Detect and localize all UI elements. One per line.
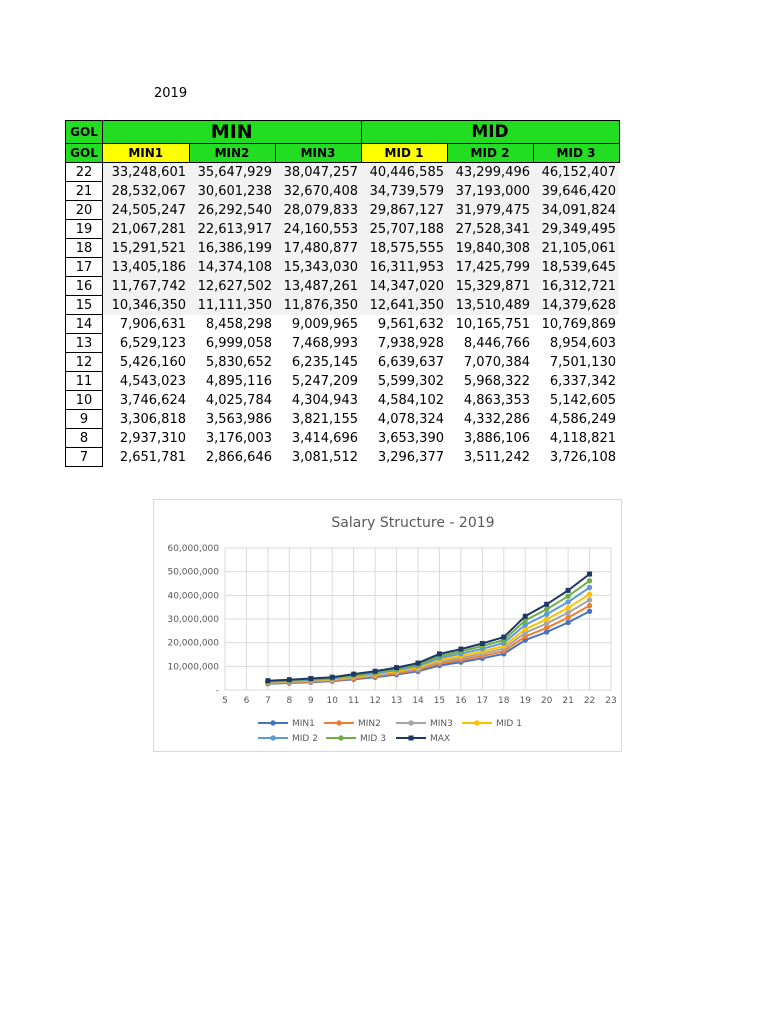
column-header-gol: GOL [66,144,103,163]
salary-cell: 12,641,350 [361,296,447,315]
salary-cell: 3,886,106 [463,430,530,446]
y-tick-label: 50,000,000 [167,567,219,578]
table-row [66,353,620,372]
salary-cell: 5,142,605 [549,392,616,408]
salary-cell: 4,863,353 [463,392,530,408]
salary-table-body [66,121,620,467]
year-label: 2019 [154,86,188,101]
x-tick-label: 11 [347,696,360,706]
salary-cell: 29,349,495 [533,220,619,239]
series-point [565,599,570,604]
column-header-min2: MIN2 [189,144,275,163]
column-header-mid3: MID 3 [533,144,619,163]
series-point [566,588,571,593]
y-tick-label: 20,000,000 [167,638,219,649]
salary-cell: 15,329,871 [447,277,533,296]
salary-cell: 14,347,020 [361,277,447,296]
salary-cell: 4,895,116 [205,373,272,389]
salary-cell: 30,601,238 [189,182,275,201]
gol-cell: 16 [66,277,103,296]
gol-cell: 18 [66,239,103,258]
legend-label: MIN3 [430,719,453,729]
salary-cell: 7,938,928 [377,335,444,351]
x-tick-label: 5 [222,696,228,706]
table-row [66,448,620,467]
table-row [66,201,620,220]
x-tick-label: 22 [583,696,596,706]
salary-cell: 7,501,130 [549,354,616,370]
salary-cell: 2,937,310 [119,430,186,446]
salary-cell: 3,176,003 [205,430,272,446]
gol-cell: 13 [66,334,103,353]
series-point [587,597,592,602]
salary-cell: 6,529,123 [119,335,186,351]
salary-cell: 12,627,502 [189,277,275,296]
salary-cell: 5,968,322 [463,373,530,389]
series-point [523,614,528,619]
salary-cell: 16,311,953 [361,258,447,277]
salary-cell: 39,646,420 [533,182,619,201]
series-point [587,572,592,577]
y-tick-label: 30,000,000 [167,615,219,625]
x-tick-label: 17 [476,696,489,706]
table-column-header-row [66,144,620,163]
series-point [544,607,549,612]
salary-cell: 27,528,341 [447,220,533,239]
salary-cell: 4,332,286 [463,411,530,427]
salary-cell: 29,867,127 [361,201,447,220]
salary-cell: 22,613,917 [189,220,275,239]
salary-cell: 3,821,155 [291,411,358,427]
x-tick-label: 21 [562,696,574,706]
x-tick-label: 10 [326,696,338,706]
salary-cell: 43,299,496 [447,163,533,182]
salary-cell: 6,639,637 [377,354,444,370]
x-tick-label: 18 [498,696,510,706]
x-tick-label: 8 [286,696,293,706]
table-row [66,182,620,201]
salary-cell: 38,047,257 [275,163,361,182]
series-point [565,593,570,598]
x-tick-label: 9 [307,696,314,706]
salary-cell: 10,769,869 [541,316,616,332]
salary-cell: 3,726,108 [549,449,616,465]
salary-cell: 31,979,475 [447,201,533,220]
salary-cell: 5,426,160 [119,354,186,370]
table-row [66,277,620,296]
salary-cell: 9,009,965 [291,316,358,332]
gol-cell: 7 [66,448,103,467]
series-point [587,578,592,583]
series-point [565,620,570,625]
series-point [330,675,335,680]
table-row [66,239,620,258]
salary-cell: 24,160,553 [275,220,361,239]
salary-cell: 16,386,199 [189,239,275,258]
gol-cell: 17 [66,258,103,277]
table-row [66,296,620,315]
salary-cell: 24,505,247 [103,201,190,220]
salary-cell: 10,165,751 [455,316,530,332]
series-point [416,661,421,666]
column-header-mid2: MID 2 [447,144,533,163]
series-point [394,665,399,670]
salary-cell: 6,337,342 [549,373,616,389]
salary-cell: 19,840,308 [447,239,533,258]
table-row [66,258,620,277]
salary-cell: 3,081,512 [291,449,358,465]
salary-cell: 14,379,628 [533,296,619,315]
gol-header: GOL [66,121,103,144]
salary-cell: 8,446,766 [463,335,530,351]
salary-chart [153,499,622,752]
table-row [66,163,620,182]
legend-marker [474,720,479,725]
series-point [480,641,485,646]
salary-chart-svg [154,500,621,751]
legend-marker [336,720,341,725]
legend-label: MIN1 [292,719,315,729]
salary-cell: 8,458,298 [205,316,272,332]
salary-cell: 35,647,929 [189,163,275,182]
salary-cell: 3,746,624 [119,392,186,408]
x-tick-label: 15 [433,696,446,706]
salary-cell: 13,510,489 [447,296,533,315]
salary-cell: 13,487,261 [275,277,361,296]
legend-label: MID 2 [292,734,318,744]
salary-cell: 33,248,601 [103,163,190,182]
salary-cell: 4,304,943 [291,392,358,408]
salary-cell: 34,739,579 [361,182,447,201]
x-tick-label: 6 [243,696,250,706]
salary-cell: 11,767,742 [103,277,190,296]
series-point [373,669,378,674]
salary-cell: 18,539,645 [533,258,619,277]
salary-cell: 7,906,631 [119,316,186,332]
gol-cell: 9 [66,410,103,429]
salary-cell: 10,346,350 [103,296,190,315]
min-group-header: MIN [103,121,362,144]
series-point [265,678,270,683]
series-point [587,609,592,614]
salary-cell: 2,866,646 [205,449,272,465]
y-tick-label: 60,000,000 [167,544,219,554]
table-group-header-row [66,121,620,144]
series-point [565,610,570,615]
salary-cell: 17,425,799 [447,258,533,277]
series-point [544,602,549,607]
salary-cell: 34,091,824 [533,201,619,220]
salary-cell: 15,343,030 [275,258,361,277]
salary-cell: 4,118,821 [549,430,616,446]
series-point [587,592,592,597]
y-tick-label: 40,000,000 [167,591,219,602]
gol-cell: 14 [66,315,103,334]
x-tick-label: 23 [605,696,617,706]
salary-cell: 32,670,408 [275,182,361,201]
column-header-min3: MIN3 [275,144,361,163]
legend-label: MID 1 [496,719,522,729]
salary-cell: 25,707,188 [361,220,447,239]
salary-cell: 4,025,784 [205,392,272,408]
x-tick-label: 20 [540,696,553,706]
salary-cell: 15,291,521 [103,239,190,258]
legend-marker [409,736,414,741]
legend-marker [270,720,275,725]
salary-cell: 7,468,993 [291,335,358,351]
salary-cell: 4,586,249 [549,411,616,427]
salary-cell: 4,543,023 [119,373,186,389]
salary-cell: 3,296,377 [377,449,444,465]
series-point [565,615,570,620]
salary-cell: 28,079,833 [275,201,361,220]
y-tick-label: - [215,686,219,696]
salary-cell: 3,653,390 [377,430,444,446]
series-point [587,603,592,608]
salary-cell: 11,876,350 [275,296,361,315]
table-row [66,334,620,353]
salary-cell: 5,830,652 [205,354,272,370]
series-point [501,635,506,640]
gol-cell: 21 [66,182,103,201]
salary-cell: 18,575,555 [361,239,447,258]
salary-cell: 8,954,603 [549,335,616,351]
salary-cell: 5,247,209 [291,373,358,389]
legend-marker [408,720,413,725]
series-point [458,647,463,652]
series-point [351,672,356,677]
x-tick-label: 19 [519,696,531,706]
x-tick-label: 7 [265,696,271,706]
salary-cell: 17,480,877 [275,239,361,258]
salary-cell: 40,446,585 [361,163,447,182]
column-header-mid1: MID 1 [361,144,447,163]
salary-cell: 21,067,281 [103,220,190,239]
x-tick-label: 12 [369,696,381,706]
gol-cell: 10 [66,391,103,410]
table-row [66,410,620,429]
gol-cell: 15 [66,296,103,315]
x-tick-label: 16 [455,696,467,706]
x-tick-label: 14 [412,696,424,706]
salary-cell: 4,078,324 [377,411,444,427]
salary-cell: 28,532,067 [103,182,190,201]
column-header-min1: MIN1 [103,144,190,163]
gol-cell: 12 [66,353,103,372]
salary-cell: 14,374,108 [189,258,275,277]
salary-cell: 3,563,986 [205,411,272,427]
salary-cell: 26,292,540 [189,201,275,220]
salary-cell: 13,405,186 [103,258,190,277]
salary-cell: 9,561,632 [377,316,444,332]
gol-cell: 22 [66,163,103,182]
legend-label: MAX [430,734,451,744]
gol-cell: 8 [66,429,103,448]
table-row [66,429,620,448]
salary-cell: 5,599,302 [377,373,444,389]
salary-cell: 3,511,242 [463,449,530,465]
salary-cell: 3,414,696 [291,430,358,446]
salary-cell: 2,651,781 [119,449,186,465]
salary-cell: 21,105,061 [533,239,619,258]
gol-cell: 11 [66,372,103,391]
table-row [66,372,620,391]
mid-group-header: MID [361,121,619,144]
salary-cell: 16,312,721 [533,277,619,296]
series-point [565,605,570,610]
y-tick-label: 10,000,000 [167,662,219,673]
table-row [66,315,620,334]
table-row [66,391,620,410]
series-point [544,612,549,617]
legend-marker [338,735,343,740]
series-point [308,676,313,681]
salary-table [65,120,620,467]
legend-label: MIN2 [358,719,381,729]
series-point [437,651,442,656]
salary-cell: 11,111,350 [189,296,275,315]
salary-cell: 6,235,145 [291,354,358,370]
salary-cell: 3,306,818 [119,411,186,427]
salary-cell: 46,152,407 [533,163,619,182]
x-tick-label: 13 [390,696,403,706]
legend-label: MID 3 [360,734,386,744]
series-point [587,585,592,590]
series-point [287,677,292,682]
salary-cell: 6,999,058 [205,335,272,351]
salary-cell: 37,193,000 [447,182,533,201]
salary-cell: 4,584,102 [377,392,444,408]
salary-cell: 7,070,384 [463,354,530,370]
gol-cell: 19 [66,220,103,239]
table-row [66,220,620,239]
gol-cell: 20 [66,201,103,220]
chart-title: Salary Structure - 2019 [331,515,495,531]
legend-marker [270,735,275,740]
series-point [544,617,549,622]
